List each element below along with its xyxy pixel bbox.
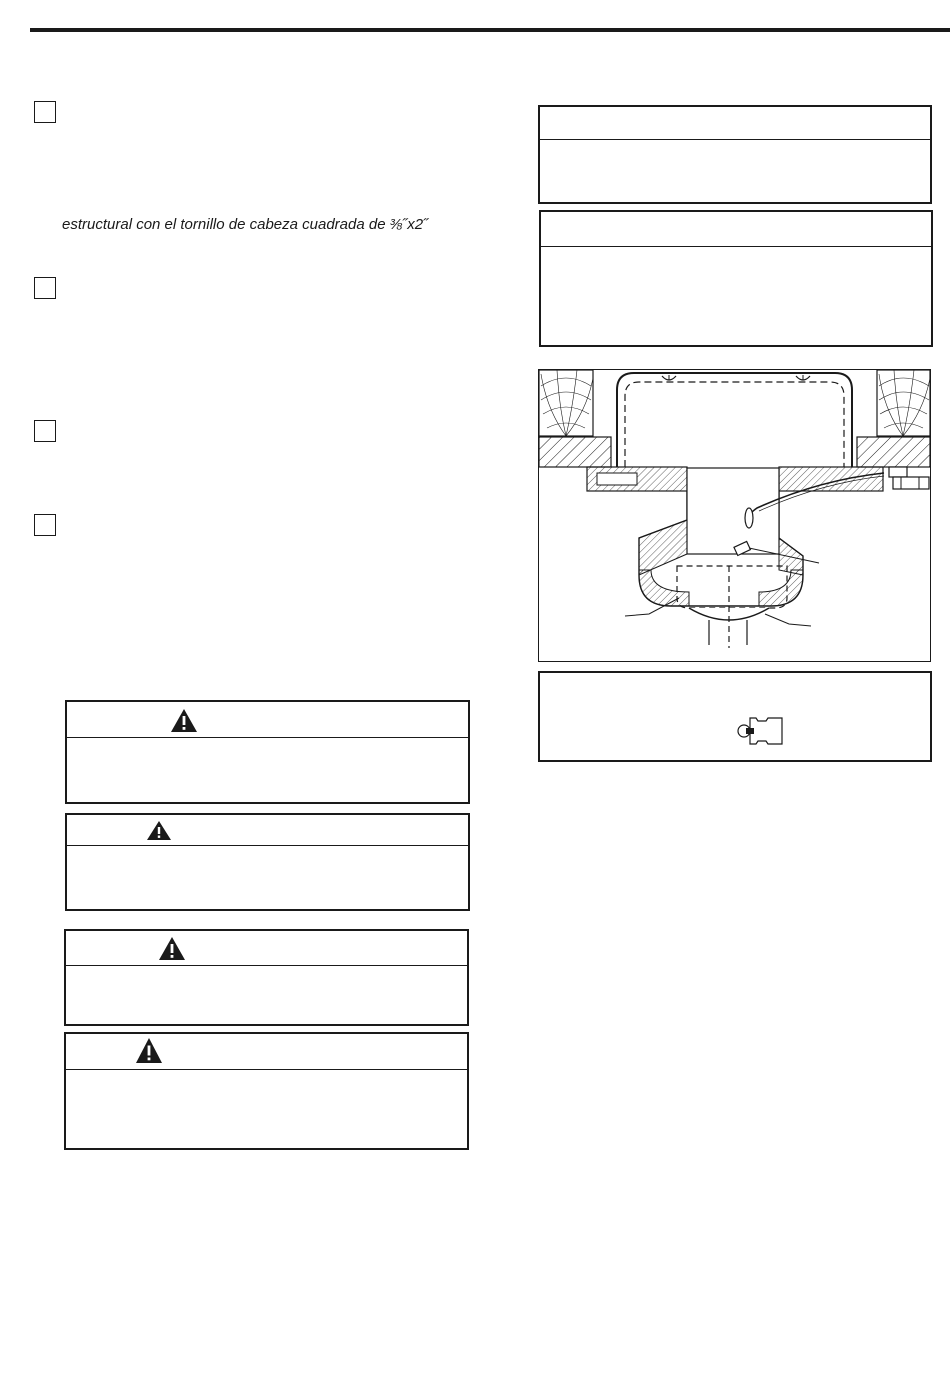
right-joist [877, 370, 930, 436]
warning-box-3 [64, 929, 469, 1026]
top-rule [30, 28, 950, 32]
step-1-checkbox [34, 101, 56, 123]
step-2-checkbox [34, 277, 56, 299]
notice-box-2-header [541, 212, 931, 247]
warning-box-2-header [67, 815, 468, 846]
safety-clip-icon [736, 715, 788, 747]
outlet-box [617, 373, 852, 467]
step-4-checkbox [34, 514, 56, 536]
warning-box-4-header [66, 1034, 467, 1070]
notice-box-2 [539, 210, 933, 347]
step-3-checkbox [34, 420, 56, 442]
warning-triangle-icon [158, 936, 186, 961]
installation-diagram [539, 370, 930, 661]
warning-box-1-header [67, 702, 468, 738]
warning-triangle-icon [170, 708, 198, 733]
ceiling-left [539, 437, 611, 467]
clip-notice-box [538, 671, 932, 762]
warning-box-4 [64, 1032, 469, 1150]
warning-box-3-header [66, 931, 467, 966]
warning-triangle-icon [135, 1037, 163, 1064]
warning-box-2 [65, 813, 470, 911]
warning-triangle-icon [146, 820, 172, 841]
notice-box-1-header [540, 107, 930, 140]
installation-figure [538, 369, 931, 662]
bracket-bolt [889, 467, 929, 489]
notice-box-1 [538, 105, 932, 204]
warning-box-1 [65, 700, 470, 804]
step-1-text: estructural con el tornillo de cabeza cuadrada de ⅜˝x2˝ [62, 216, 429, 233]
left-joist [539, 370, 593, 436]
ceiling-right [857, 437, 930, 467]
